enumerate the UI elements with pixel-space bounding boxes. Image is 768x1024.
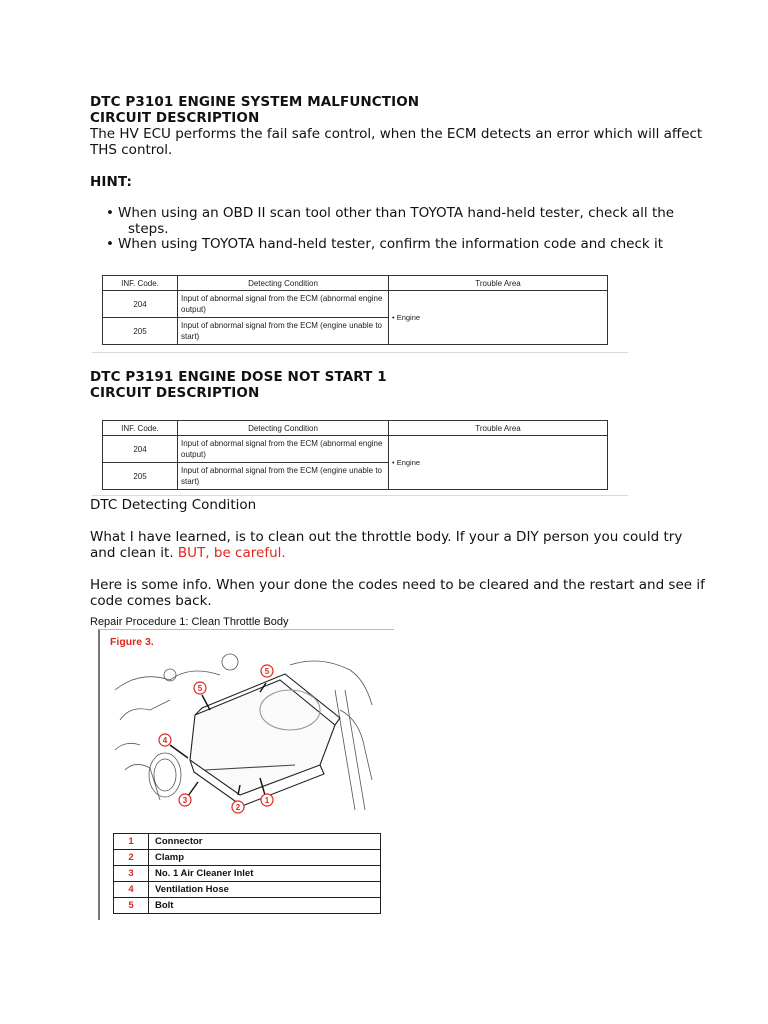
hint-item xyxy=(90,237,690,253)
hint-text: When using TOYOTA hand-held tester, confirm the information code and check it xyxy=(118,236,664,252)
hint-list xyxy=(90,206,690,253)
header-inf-code: INF. Code. xyxy=(103,276,178,291)
inf-code-cell: 205 xyxy=(103,318,178,345)
condition-line: start) xyxy=(181,477,200,486)
description-line-1: The HV ECU performs the fail safe control, when the ECM detects an error which will affect xyxy=(90,126,703,142)
inf-code-table-1 xyxy=(102,275,608,345)
callout-label: 5 xyxy=(264,667,270,676)
engine-outline xyxy=(335,690,355,810)
info-line-2: code comes back. xyxy=(90,593,212,609)
callout-label: 4 xyxy=(162,736,168,745)
callout-1 xyxy=(261,794,273,806)
inf-code-cell: 205 xyxy=(103,463,178,490)
learned-text: and clean it. xyxy=(90,545,178,561)
callout-3 xyxy=(179,794,191,806)
inf-code-cell: 204 xyxy=(103,291,178,318)
condition-line: start) xyxy=(181,332,200,341)
legend-num: 3 xyxy=(114,866,149,882)
legend-name: Connector xyxy=(149,834,381,850)
engine-bay-illustration xyxy=(110,650,380,820)
dtc-detecting-condition-text: DTC Detecting Condition xyxy=(90,497,257,513)
callout-label: 1 xyxy=(264,796,270,805)
legend-row xyxy=(114,850,381,866)
legend-name: No. 1 Air Cleaner Inlet xyxy=(149,866,381,882)
inf-code-table-2 xyxy=(102,420,608,490)
condition-line: Input of abnormal signal from the ECM (engine unable to xyxy=(181,466,383,475)
condition-cell xyxy=(178,463,389,490)
air-inlet-hose xyxy=(154,759,176,791)
legend-row xyxy=(114,898,381,914)
parts-legend-table xyxy=(113,833,381,914)
condition-cell xyxy=(178,318,389,345)
inf-code-cell: 204 xyxy=(103,436,178,463)
trouble-area-cell: • Engine xyxy=(389,436,608,490)
info-line-1: Here is some info. When your done the codes need to be cleared and the restart and see if xyxy=(90,577,705,593)
callout-4 xyxy=(159,734,171,746)
legend-row xyxy=(114,866,381,882)
divider xyxy=(92,495,628,496)
engine-outline xyxy=(164,669,176,681)
legend-num: 1 xyxy=(114,834,149,850)
header-detecting-condition: Detecting Condition xyxy=(178,276,389,291)
condition-cell xyxy=(178,436,389,463)
callout-label: 3 xyxy=(182,796,188,805)
condition-line: output) xyxy=(181,450,206,459)
engine-outline xyxy=(345,690,365,810)
dtc-p3191-title: DTC P3191 ENGINE DOSE NOT START 1 xyxy=(90,369,387,385)
engine-outline xyxy=(340,710,372,780)
learned-line-1: What I have learned, is to clean out the throttle body. If your a DIY person you could try xyxy=(90,529,683,545)
learned-line-2 xyxy=(90,545,286,561)
hint-text-cont: steps. xyxy=(128,220,169,237)
hint-heading: HINT: xyxy=(90,174,132,190)
condition-line: Input of abnormal signal from the ECM (abnormal engine xyxy=(181,439,383,448)
callout-5b xyxy=(261,665,273,677)
hint-text: When using an OBD II scan tool other than TOYOTA hand-held tester, check all the xyxy=(118,205,675,221)
condition-line: Input of abnormal signal from the ECM (abnormal engine xyxy=(181,294,383,303)
arrow xyxy=(188,782,198,796)
condition-line: Input of abnormal signal from the ECM (engine unable to xyxy=(181,321,383,330)
legend-name: Clamp xyxy=(149,850,381,866)
description-line-2: THS control. xyxy=(90,142,173,158)
condition-cell xyxy=(178,291,389,318)
legend-row xyxy=(114,834,381,850)
trouble-area-cell: • Engine xyxy=(389,291,608,345)
callout-5a xyxy=(194,682,206,694)
dtc-p3101-title: DTC P3101 ENGINE SYSTEM MALFUNCTION xyxy=(90,94,420,110)
header-detecting-condition: Detecting Condition xyxy=(178,421,389,436)
legend-row xyxy=(114,882,381,898)
callout-2 xyxy=(232,801,244,813)
legend-name: Bolt xyxy=(149,898,381,914)
header-trouble-area: Trouble Area xyxy=(389,421,608,436)
figure-title: Figure 3. xyxy=(110,636,154,648)
legend-num: 2 xyxy=(114,850,149,866)
circuit-description-heading-1: CIRCUIT DESCRIPTION xyxy=(90,110,260,126)
figure-caption: Repair Procedure 1: Clean Throttle Body xyxy=(90,616,289,628)
circuit-description-heading-2: CIRCUIT DESCRIPTION xyxy=(90,385,260,401)
condition-line: output) xyxy=(181,305,206,314)
header-inf-code: INF. Code. xyxy=(103,421,178,436)
engine-outline xyxy=(115,743,140,750)
warning-text: BUT, be careful. xyxy=(177,545,286,561)
divider xyxy=(92,352,628,353)
legend-name: Ventilation Hose xyxy=(149,882,381,898)
hint-item xyxy=(90,206,690,237)
callout-label: 2 xyxy=(235,803,241,812)
engine-outline xyxy=(120,700,170,720)
callout-label: 5 xyxy=(197,684,203,693)
legend-num: 5 xyxy=(114,898,149,914)
header-trouble-area: Trouble Area xyxy=(389,276,608,291)
engine-outline xyxy=(222,654,238,670)
legend-num: 4 xyxy=(114,882,149,898)
